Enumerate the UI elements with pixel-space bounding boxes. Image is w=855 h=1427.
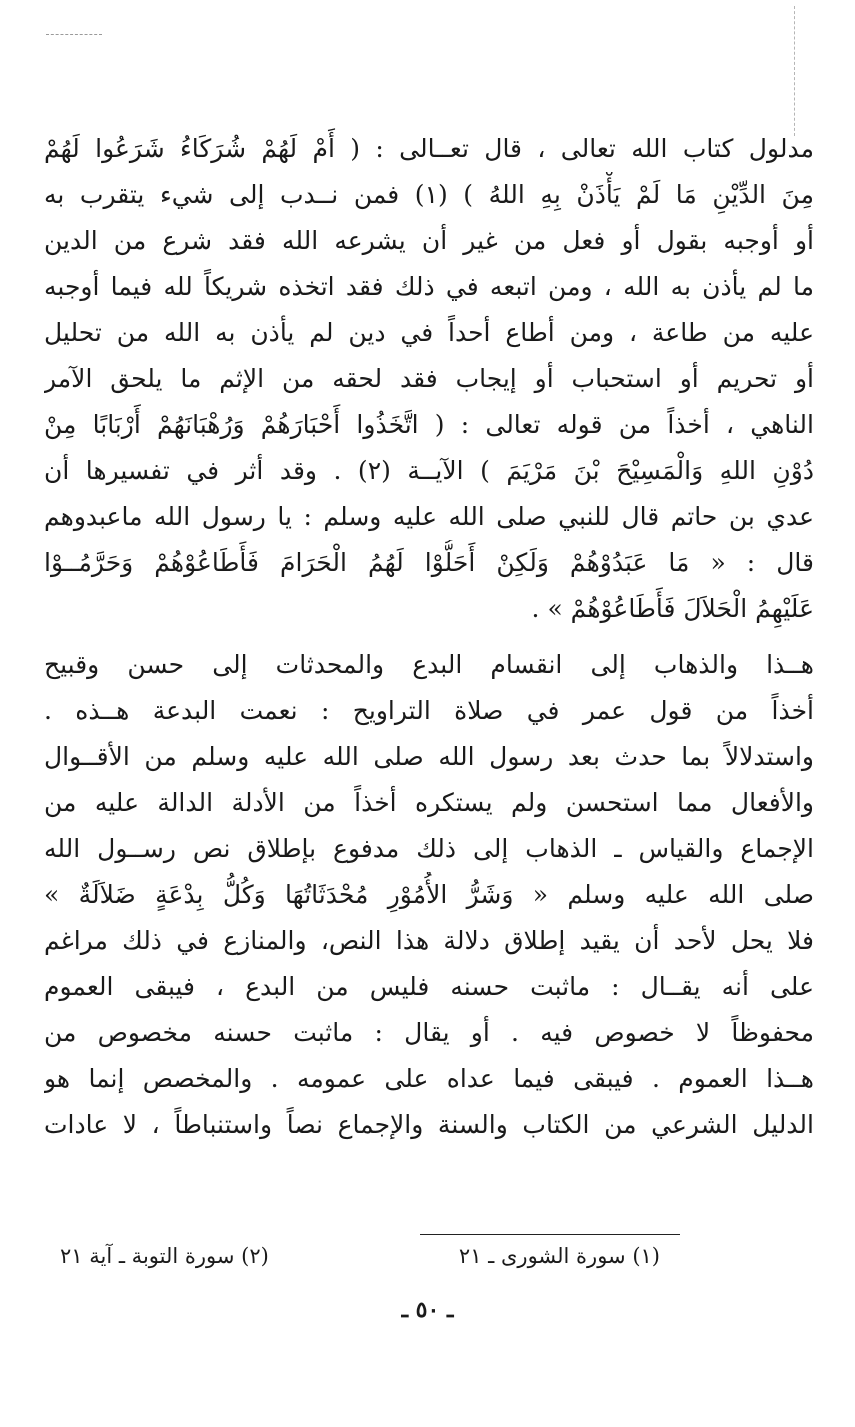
text-line: الدليل الشرعي من الكتاب والسنة والإجماع نصاً واستنباطاً ، لا عادات: [44, 1110, 814, 1139]
footnote-divider: [420, 1234, 680, 1235]
paragraph-2: [44, 642, 814, 964]
text-line: والأفعال مما استحسن ولم يستكره أخذاً من الأدلة الدالة عليه من: [44, 788, 814, 817]
paragraph-gap: [44, 632, 814, 642]
text-line: محفوظاً لا خصوص فيه . أو يقال : ماثبت حسنه مخصوص من: [44, 1018, 814, 1047]
text-line: أخذاً من قول عمر في صلاة التراويح : نعمت البدعة هــذه .: [44, 696, 814, 725]
text-line: عَلَيْهِمُ الْحَلاَلَ فَأَطَاعُوْهُمْ » .: [531, 594, 814, 623]
text-line: أو أوجبه بقول أو فعل من غير أن يشرعه الله فقد شرع من الدين: [44, 226, 814, 255]
scan-artifact-top: [46, 34, 102, 35]
text-line: الإجماع والقياس ـ الذهاب إلى ذلك مدفوع بإطلاق نص رســول الله: [44, 834, 814, 863]
text-line: الناهي ، أخذاً من قوله تعالى : ( اتَّخَذُوا أَحْبَارَهُمْ وَرُهْبَانَهُمْ أَرْبَابًا مِنْ: [44, 410, 814, 439]
text-line: عدي بن حاتم قال للنبي صلى الله عليه وسلم : يا رسول الله ماعبدوهم: [44, 502, 814, 531]
text-line: على أنه يقــال : ماثبت حسنه فليس من البدع ، فيبقى العموم: [44, 972, 814, 1001]
footnote-1: (١) سورة الشورى ـ ٢١: [458, 1244, 660, 1268]
scan-artifact-edge: [794, 6, 795, 136]
text-line: ما لم يأذن به الله ، ومن اتبعه في ذلك فقد اتخذه شريكاً لله فيما أوجبه: [44, 272, 814, 301]
text-line: قال : « مَا عَبَدُوْهُمْ وَلَكِنْ أَحَلُّوْا لَهُمُ الْحَرَامَ فَأَطَاعُوْهُمْ وَحَرَّمُــوْا: [44, 548, 814, 577]
paragraph-3: [44, 964, 814, 1148]
text-line: مِنَ الدِّيْنِ مَا لَمْ يَأْذَنْ بِهِ اللهُ ) (١) فمن نــدب إلى شيء يتقرب به: [44, 180, 814, 209]
footnote-2: (٢) سورة التوبة ـ آية ٢١: [60, 1244, 269, 1268]
text-line: دُوْنِ اللهِ وَالْمَسِيْحَ بْنَ مَرْيَمَ ) الآيــة (٢) . وقد أثر في تفسيرها أن: [44, 456, 814, 485]
text-line: هــذا والذهاب إلى انقسام البدع والمحدثات إلى حسن وقبيح: [44, 650, 814, 679]
footnotes: [60, 1241, 660, 1271]
page-number: ـ ٥٠ ـ: [401, 1297, 454, 1323]
text-line: عليه من طاعة ، ومن أطاع أحداً في دين لم يأذن به الله من تحليل: [44, 318, 814, 347]
paragraph-1: [44, 126, 814, 632]
text-line: فلا يحل لأحد أن يقيد إطلاق دلالة هذا النص، والمنازع في ذلك مراغم: [44, 926, 814, 955]
text-line: مدلول كتاب الله تعالى ، قال تعــالى : ( أَمْ لَهُمْ شُرَكَاءُ شَرَعُوا لَهُمْ: [44, 134, 814, 163]
page-body: [44, 126, 814, 1148]
text-line: صلى الله عليه وسلم « وَشَرُّ الأُمُوْرِ مُحْدَثَاتُهَا وَكُلُّ بِدْعَةٍ ضَلاَلَةٌ »: [44, 880, 814, 909]
text-line: أو تحريم أو استحباب أو إيجاب فقد لحقه من الإثم ما يلحق الآمر: [44, 364, 814, 393]
text-line: واستدلالاً بما حدث بعد رسول الله صلى الله عليه وسلم من الأقــوال: [44, 742, 814, 771]
text-line: هــذا العموم . فيبقى فيما عداه على عمومه . والمخصص إنما هو: [44, 1064, 814, 1093]
